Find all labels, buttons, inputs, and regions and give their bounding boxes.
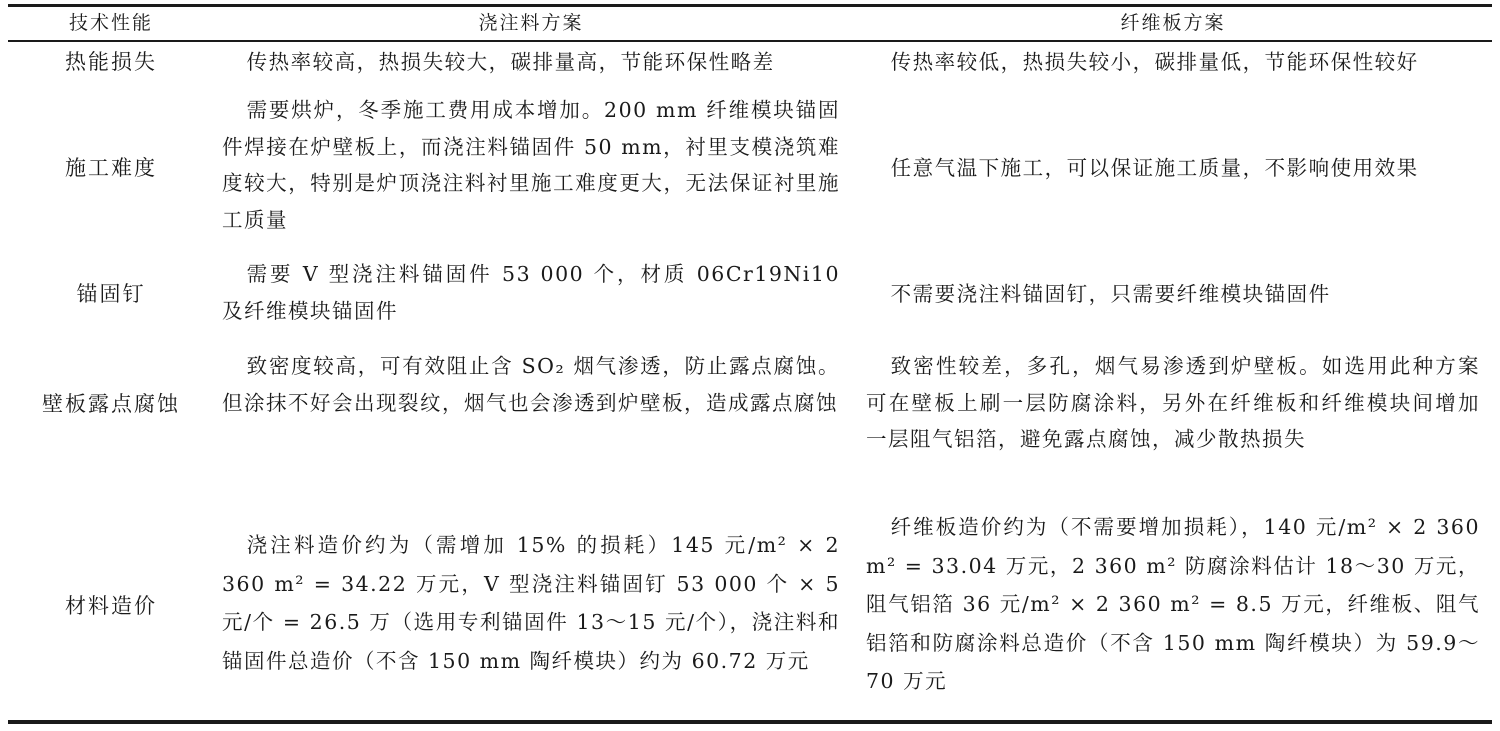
table-bottom-rule [8, 720, 1492, 724]
castable-cell: 需要烘炉，冬季施工费用成本增加。200 mm 纤维模块锚固件焊接在炉壁板上，而浇注料锚固件 50 mm，衬里支模浇筑难度较大，特别是炉顶浇注料衬里施工难度更大，无法保证衬里施工质量 [222, 98, 840, 232]
fiberboard-cell: 致密性较差，多孔，烟气易渗透到炉壁板。如选用此种方案可在壁板上刷一层防腐涂料，另外在纤维板和纤维模块间增加一层阻气铝箔，避免露点腐蚀，减少散热损失 [866, 354, 1480, 451]
fiberboard-cell: 任意气温下施工，可以保证施工质量，不影响使用效果 [890, 156, 1419, 180]
fiberboard-cell: 不需要浇注料锚固钉，只需要纤维模块锚固件 [890, 282, 1331, 306]
row-label: 材料造价 [65, 594, 157, 618]
fiberboard-cell: 传热率较低，热损失较小，碳排量低，节能环保性较好 [890, 50, 1419, 74]
castable-cell: 传热率较高，热损失较大，碳排量高，节能环保性略差 [246, 50, 775, 74]
header-rule [8, 40, 1492, 42]
table-top-rule [8, 4, 1492, 7]
header-technical-performance: 技术性能 [68, 12, 153, 34]
row-label: 壁板露点腐蚀 [42, 392, 180, 416]
castable-cell: 浇注料造价约为（需增加 15% 的损耗）145 元/m² × 2 360 m² = 34.22 万元，V 型浇注料锚固钉 53 000 个 × 5 元/个 = 26.5 万（选用专利锚固件 13～15 元/个），浇注料和锚固件总造价（不含 150 mm 陶纤模块）约为 60.72 万元 [222, 533, 840, 673]
castable-cell: 需要 V 型浇注料锚固件 53 000 个，材质 06Cr19Ni10 及纤维模块锚固件 [222, 262, 840, 323]
castable-cell: 致密度较高，可有效阻止含 SO₂ 烟气渗透，防止露点腐蚀。但涂抹不好会出现裂纹，烟气也会渗透到炉壁板，造成露点腐蚀 [222, 354, 840, 415]
row-label: 锚固钉 [76, 282, 146, 306]
fiberboard-cell: 纤维板造价约为（不需要增加损耗），140 元/m² × 2 360 m² = 33.04 万元，2 360 m² 防腐涂料估计 18～30 万元，阻气铝箔 36 元/m² × 2 360 m² = 8.5 万元，纤维板、阻气铝箔和防腐涂料总造价（不含 150 mm 陶纤模块）为 59.9～70 万元 [866, 515, 1480, 693]
header-castable-scheme: 浇注料方案 [478, 12, 584, 34]
header-fiberboard-scheme: 纤维板方案 [1120, 12, 1226, 34]
row-label: 施工难度 [65, 156, 157, 180]
row-label: 热能损失 [65, 50, 157, 74]
